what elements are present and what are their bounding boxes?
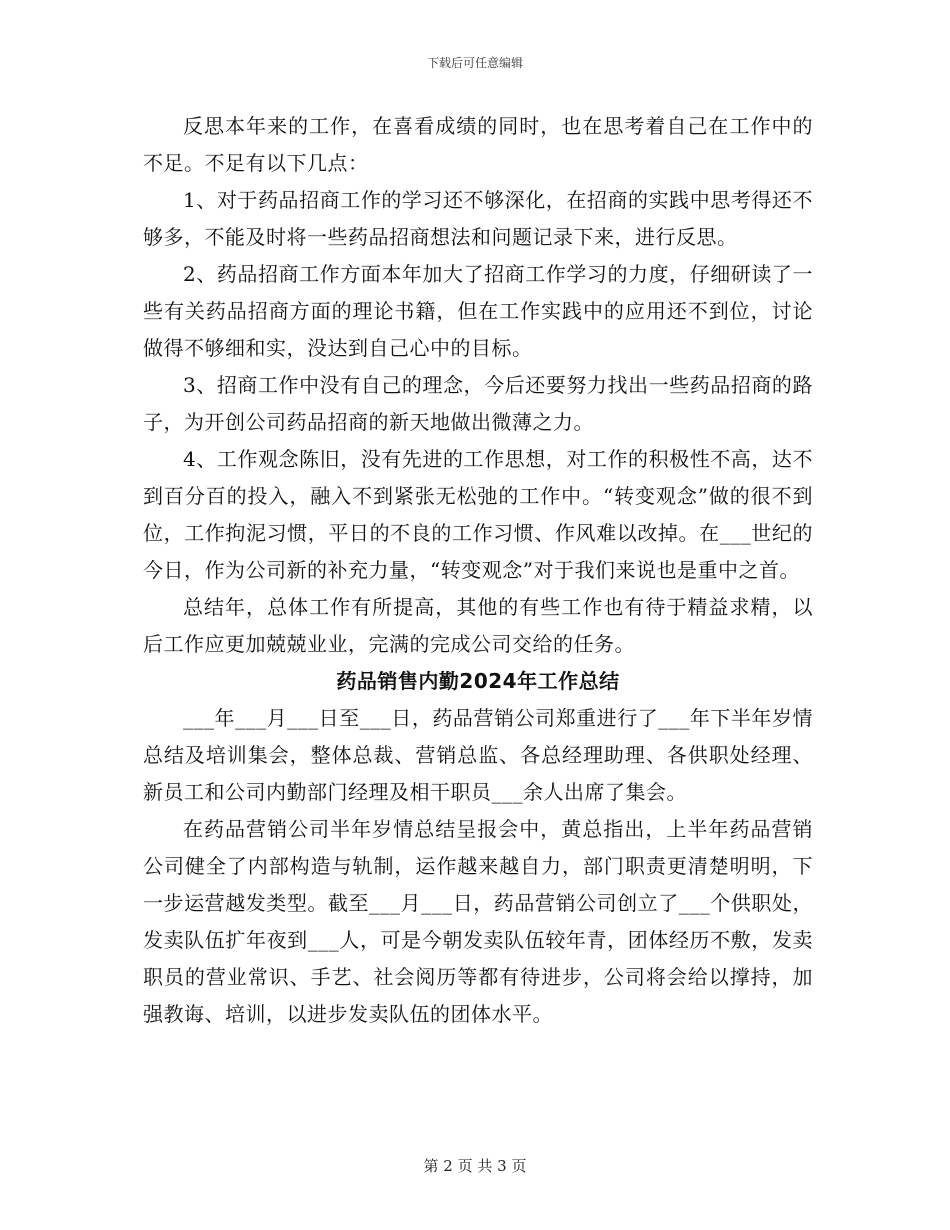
page-number: 第 2 页 共 3 页 [423,1157,527,1175]
paragraph-point-1: 1、对于药品招商工作的学习还不够深化，在招商的实践中思考得还不够多，不能及时将一些药品招商想法和问题记录下来，进行反思。 [143,188,813,249]
page-header: 下载后可任意编辑 [426,56,523,70]
paragraph-report-details: 在药品营销公司半年岁情总结呈报会中，黄总指出，上半年药品营销公司健全了内部构造与轨制，运作越来越自力，部门职责更清楚明明，下一步运营越发类型。截至___月___日，药品营销公司创立了___个供职处，发卖队伍扩年夜到___人，可是今朝发卖队伍较年青，团体经历不敷，发卖职员的营业常识、手艺、社会阅历等都有待进步，公司将会给以撑持，加强教诲、培训，以进步发卖队伍的团体水平。 [143,817,813,1026]
paragraph-point-3: 3、招商工作中没有自己的理念，今后还要努力找出一些药品招商的路子，为开创公司药品招商的新天地做出微薄之力。 [143,373,813,434]
paragraph-point-2: 2、药品招商工作方面本年加大了招商工作学习的力度，仔细研读了一些有关药品招商方面的理论书籍，但在工作实践中的应用还不到位，讨论做得不够细和实，没达到自己心中的目标。 [143,262,813,360]
document-body [143,108,813,1033]
paragraph-meeting-summary: ___年___月___日至___日，药品营销公司郑重进行了___年下半年岁情总结及培训集会，整体总裁、营销总监、各总经理助理、各供职处经理、新员工和公司内勤部门经理及相干职员___余人出席了集会。 [143,706,813,804]
paragraph-point-4: 4、工作观念陈旧，没有先进的工作思想，对工作的积极性不高，达不到百分百的投入，融入不到紧张无松弛的工作中。“转变观念”做的很不到位，工作拘泥习惯，平日的不良的工作习惯、作风难以改掉。在___世纪的今日，作为公司新的补充力量，“转变观念”对于我们来说也是重中之首。 [143,447,813,582]
section-title: 药品销售内勤2024年工作总结 [336,669,620,693]
paragraph-reflection-intro: 反思本年来的工作，在喜看成绩的同时，也在思考着自己在工作中的不足。不足有以下几点： [143,114,813,175]
paragraph-conclusion: 总结年，总体工作有所提高，其他的有些工作也有待于精益求精，以后工作应更加兢兢业业，完满的完成公司交给的任务。 [143,595,813,656]
